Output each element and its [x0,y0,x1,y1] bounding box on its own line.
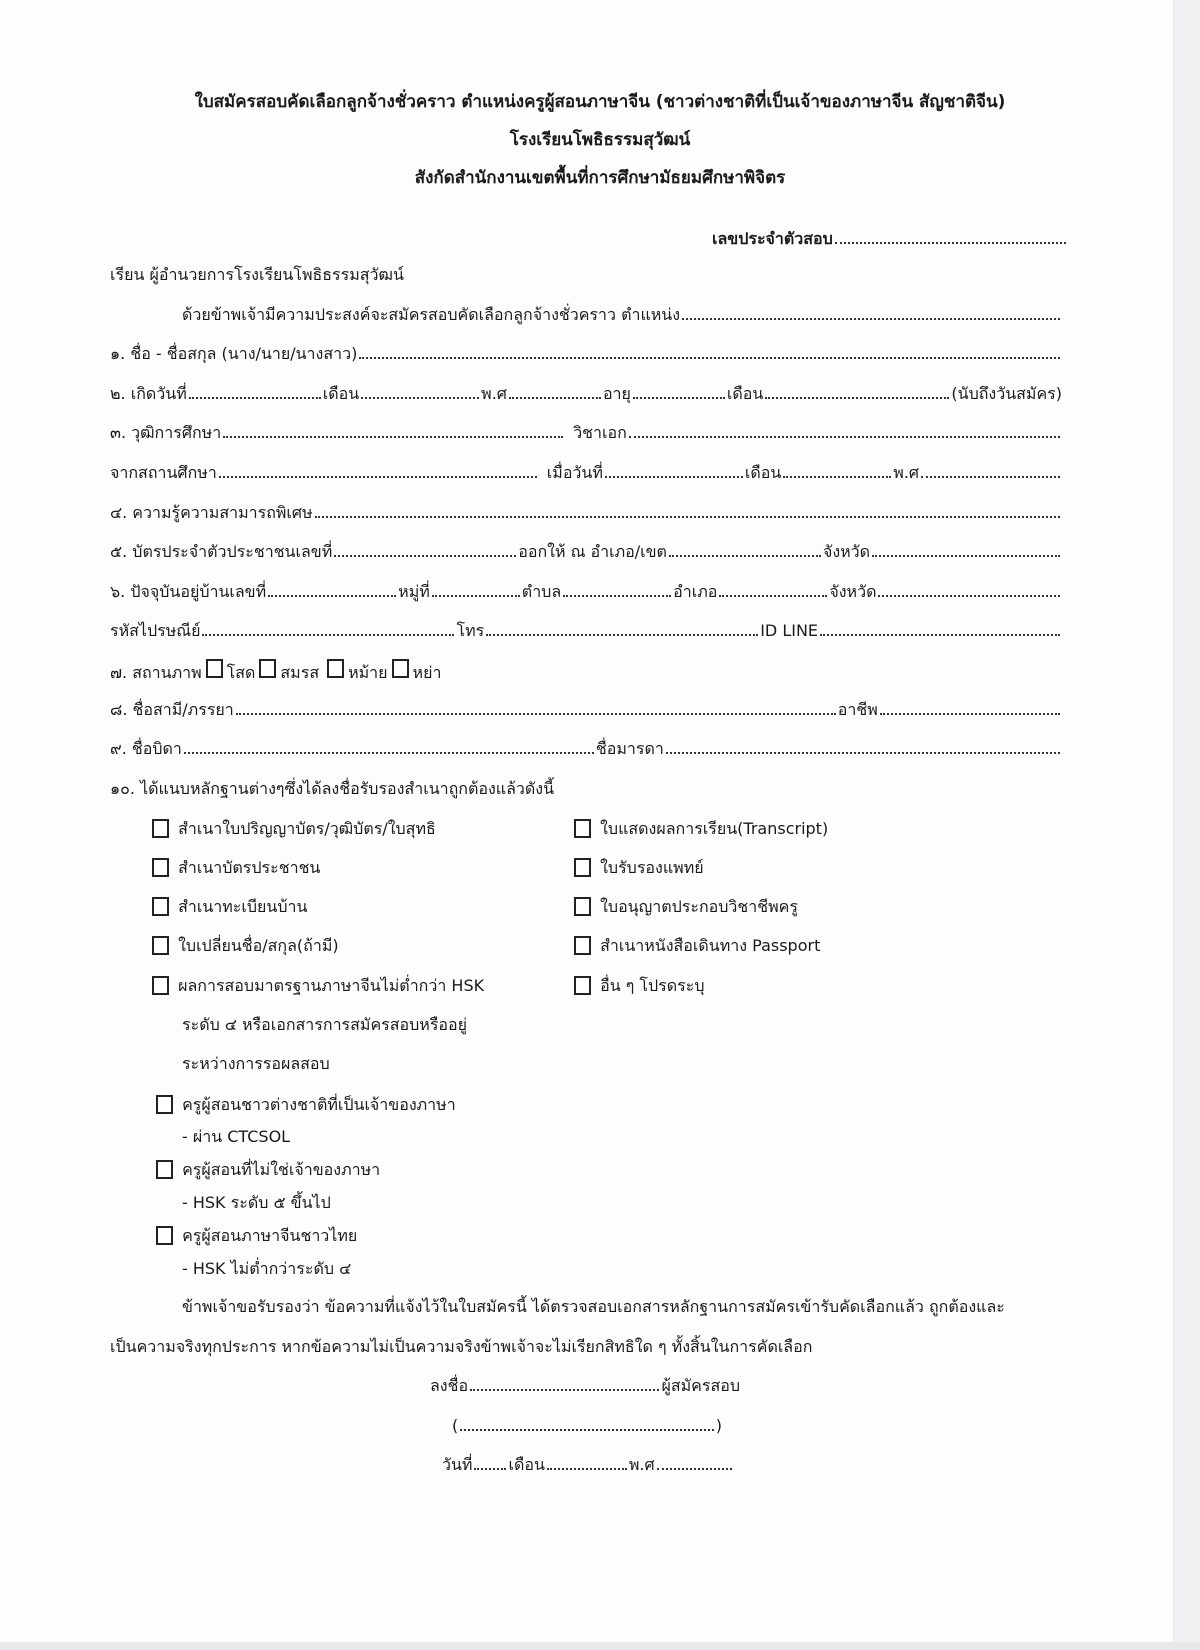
doc-checkbox[interactable] [574,819,591,838]
father-label: ๙. ชื่อบิดา [110,739,182,758]
salutation: เรียน ผู้อำนวยการโรงเรียนโพธิธรรมสุวัฒน์ [110,265,404,284]
name-label: ๑. ชื่อ - ชื่อสกุล (นาง/นาย/นางสาว) [110,344,358,363]
phone-label: โทร [456,621,485,640]
doc-item [148,935,339,957]
teacher-type-note: - HSK ไม่ต่ำกว่าระดับ ๔ [182,1259,352,1278]
grad-date-label: เมื่อวันที่ [546,463,603,482]
school-name: โรงเรียนโพธิธรรมสุวัฒน์ [509,130,691,150]
doc-label: สำเนาทะเบียนบ้าน [178,897,308,916]
birth-month-label: เดือน [322,384,360,403]
intro-text: ด้วยข้าพเจ้ามีความประสงค์จะสมัครสอบคัดเลือกลูกจ้างชั่วคราว ตำแหน่ง [182,305,681,324]
grad-month-label: เดือน [744,463,782,482]
doc-label: ใบรับรองแพทย์ [600,858,704,877]
status-widowed-label: หม้าย [348,663,388,682]
moo-field[interactable] [432,581,520,597]
declaration-line2: เป็นความจริงทุกประการ หากข้อความไม่เป็นความจริงข้าพเจ้าจะไม่เรียกสิทธิใด ๆ ทั้งสิ้นในการคัดเลือก [110,1337,813,1356]
institution-field[interactable] [219,462,537,478]
phone-field[interactable] [486,620,758,636]
exam-id-field[interactable] [835,228,1066,244]
moo-label: หมู่ที่ [398,582,430,601]
checkbox-single[interactable] [206,659,223,678]
grad-date-field[interactable] [605,462,743,478]
grad-month-field[interactable] [783,462,891,478]
row-id-card [110,541,1062,563]
signature-row [430,1375,740,1397]
issued-province-label: จังหวัด [822,542,871,561]
birth-be-label: พ.ศ [481,384,507,403]
line-id-label: ID LINE [760,621,819,640]
exam-id-row [712,228,1068,250]
name-field[interactable] [359,343,1060,359]
doc-checkbox[interactable] [574,936,591,955]
qual-label: ๓. วุฒิการศึกษา [110,423,222,442]
doc-label: อื่น ๆ โปรดระบุ [600,976,705,995]
age-month-field[interactable] [765,383,949,399]
row-skills [110,502,1062,524]
skills-field[interactable] [315,502,1060,518]
address-label: ๖. ปัจจุบันอยู่บ้านเลขที่ [110,582,267,601]
doc-checkbox[interactable] [152,819,169,838]
checkbox-married[interactable] [259,659,276,678]
postal-label: รหัสไปรษณีย์ [110,621,201,640]
doc-label: สำเนาใบปริญญาบัตร/วุฒิบัตร/ใบสุทธิ [178,819,436,838]
teacher-type-label: ครูผู้สอนที่ไม่ใช่เจ้าของภาษา [182,1160,381,1179]
sign-label: ลงชื่อ [430,1376,469,1395]
doc-label: ใบแสดงผลการเรียน(Transcript) [600,819,829,838]
spouse-field[interactable] [236,699,836,715]
spouse-job-field[interactable] [880,699,1060,715]
doc-item [570,975,704,997]
row-parents [110,738,1062,760]
sign-day-field[interactable] [474,1454,506,1470]
id-card-field[interactable] [334,541,516,557]
sign-month-label: เดือน [508,1455,545,1474]
doc-item [570,818,828,840]
major-label: วิชาเอก [573,423,627,442]
applicant-label: ผู้สมัครสอบ [661,1376,740,1395]
province-label: จังหวัด [829,582,877,601]
sign-date-row [442,1454,734,1476]
doc-checkbox[interactable] [152,858,169,877]
teacher-type-note: - HSK ระดับ ๕ ขึ้นไป [182,1193,331,1212]
doc-item [148,896,307,918]
status-married-label: สมรส [280,663,320,682]
tambon-label: ตำบล [521,582,562,601]
docs-heading: ๑๐. ได้แนบหลักฐานต่างๆซึ่งได้ลงชื่อรับรองสำเนาถูกต้องแล้วดังนี้ [110,779,555,798]
amphoe-label: อำเภอ [673,582,718,601]
age-field[interactable] [633,383,725,399]
major-field[interactable] [629,422,1060,438]
doc-item [570,857,704,879]
teacher-type-note: - ผ่าน CTCSOL [182,1127,291,1146]
doc-item [570,935,820,957]
house-no-field[interactable] [268,581,396,597]
doc-checkbox[interactable] [152,936,169,955]
intro-row [182,304,1062,326]
doc-checkbox[interactable] [152,976,169,995]
declaration-line1: ข้าพเจ้าขอรับรองว่า ข้อความที่แจ้งไว้ในใบสมัครนี้ ได้ตรวจสอบเอกสารหลักฐานการสมัครเข้ารับคัดเลือกแล้ว ถูกต้องและ [182,1297,1005,1316]
status-label: ๗. สถานภาพ [110,663,202,682]
grad-year-field[interactable] [921,462,1060,478]
doc-item [148,975,484,997]
qual-field[interactable] [223,422,563,438]
teacher-type-item [152,1225,357,1247]
doc-label: สำเนาบัตรประชาชน [178,858,321,877]
exam-id-label: เลขประจำตัวสอบ [712,229,833,248]
sign-be-label: พ.ศ [628,1455,655,1474]
issued-district-field[interactable] [669,541,821,557]
row-contact [110,620,1062,642]
status-single-label: โสด [226,663,256,682]
row-name [110,343,1062,365]
sign-date-label: วันที่ [442,1455,473,1474]
doc-label: ใบเปลี่ยนชื่อ/สกุล(ถ้ามี) [178,936,339,955]
birth-label: ๒. เกิดวันที่ [110,384,187,403]
spouse-job-label: อาชีพ [837,700,878,719]
page-edge [1173,0,1200,1650]
row-address [110,581,1062,603]
row-qualification [110,422,1062,444]
doc-label: ใบอนุญาตประกอบวิชาชีพครู [600,897,798,916]
age-month-label: เดือน [726,384,764,403]
form-title: ใบสมัครสอบคัดเลือกลูกจ้างชั่วคราว ตำแหน่งครูผู้สอนภาษาจีน (ชาวต่างชาติที่เป็นเจ้าของภาษาจีน สัญชาติจีน) [194,92,1006,112]
row-institution [110,462,1062,484]
province-field[interactable] [878,581,1060,597]
issued-province-field[interactable] [872,541,1060,557]
doc-item [148,857,320,879]
birth-month-field[interactable] [361,383,479,399]
doc-item [148,818,436,840]
doc-label-cont: ระดับ ๔ หรือเอกสารการสมัครสอบหรืออยู่ [182,1015,468,1034]
teacher-type-item [152,1094,456,1116]
affiliation: สังกัดสำนักงานเขตพื้นที่การศึกษามัธยมศึกษาพิจิตร [414,168,786,188]
doc-checkbox[interactable] [152,897,169,916]
issued-label: ออกให้ ณ อำเภอ/เขต [518,542,667,561]
teacher-type-checkbox[interactable] [156,1160,173,1179]
birth-year-field[interactable] [509,383,601,399]
checkbox-divorced[interactable] [392,659,409,678]
signature-field[interactable] [470,1375,659,1391]
status-divorced-label: หย่า [412,663,442,682]
page-edge-bottom [0,1642,1200,1650]
institution-label: จากสถานศึกษา [110,463,217,482]
paren-close: ) [715,1416,722,1435]
tambon-field[interactable] [563,581,671,597]
amphoe-field[interactable] [719,581,827,597]
checkbox-widowed[interactable] [327,659,344,678]
id-card-label: ๕. บัตรประจำตัวประชาชนเลขที่ [110,542,333,561]
age-label: อายุ [602,384,631,403]
mother-field[interactable] [666,738,1060,754]
position-field[interactable] [682,304,1060,320]
teacher-type-label: ครูผู้สอนภาษาจีนชาวไทย [182,1226,358,1245]
sign-year-field[interactable] [657,1454,732,1470]
spouse-label: ๘. ชื่อสามี/ภรรยา [110,700,234,719]
doc-label: สำเนาหนังสือเดินทาง Passport [600,936,821,955]
doc-checkbox[interactable] [574,976,591,995]
row-marital-status [110,659,1062,684]
doc-label: ผลการสอบมาตรฐานภาษาจีนไม่ต่ำกว่า HSK [178,976,485,995]
birth-day-field[interactable] [189,383,321,399]
printed-name-row [452,1415,722,1437]
doc-checkbox[interactable] [574,858,591,877]
teacher-type-label: ครูผู้สอนชาวต่างชาติที่เป็นเจ้าของภาษา [182,1095,456,1114]
grad-be-label: พ.ศ [893,463,920,482]
father-field[interactable] [184,738,594,754]
postal-field[interactable] [202,620,454,636]
mother-label: ชื่อมารดา [595,739,664,758]
skills-label: ๔. ความรู้ความสามารถพิเศษ [110,503,313,522]
row-spouse [110,699,1062,721]
teacher-type-item [152,1159,380,1181]
doc-item [570,896,798,918]
age-note: (นับถึงวันสมัคร) [951,384,1062,403]
printed-name-field[interactable] [460,1415,714,1431]
sign-month-field[interactable] [547,1454,627,1470]
line-id-field[interactable] [820,620,1060,636]
teacher-type-checkbox[interactable] [156,1226,173,1245]
paren-open: ( [452,1416,459,1435]
doc-checkbox[interactable] [574,897,591,916]
row-birth [110,383,1062,405]
teacher-type-checkbox[interactable] [156,1095,173,1114]
doc-label-cont: ระหว่างการรอผลสอบ [182,1054,330,1073]
